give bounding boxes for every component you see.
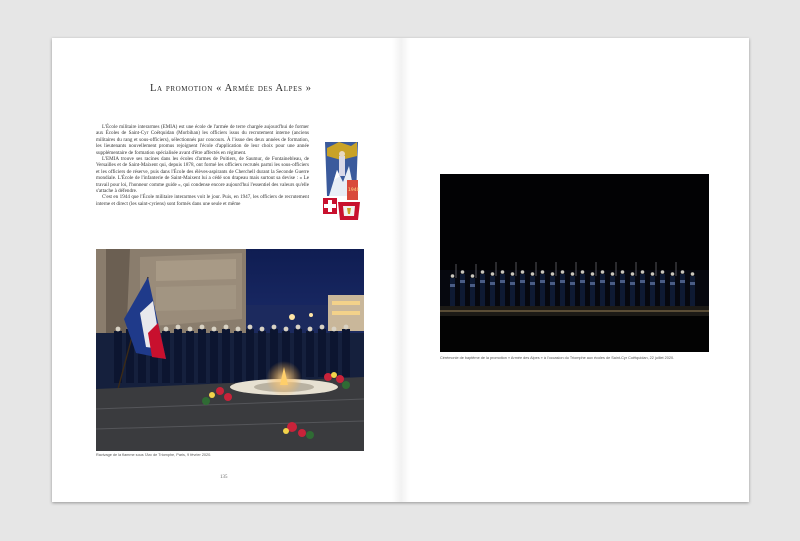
arc-de-triomphe-photo xyxy=(96,249,364,451)
caption-right: Cérémonie de baptême de la promotion « Armée des Alpes » à l'occasion du Triomphe aux écoles de Saint-Cyr Coëtquidan, 22 juillet 2020. xyxy=(440,356,675,360)
page-number: 135 xyxy=(220,475,228,480)
book-spread xyxy=(52,38,749,502)
emblem-year: 1940 xyxy=(348,188,360,193)
paragraph-2: L'EMIA trouve ses racines dans les écoles d'armes de Poitiers, de Saumur, de Fontainebleau, de Versailles et de Saint-Maixent qui, depuis 1878, ont formé les officiers recrutés parmi les sous-officiers et les officiers de réserve, puis dans l'École des élèves-aspirants de Cherchell durant la Seconde Guerre mondiale. L'École de l'infanterie de Saint-Maixent lui a cédé son drapeau mais surtout sa devise : « Le travail pour loi, l'honneur comme guide », qui condense encore aujourd'hui l'essentiel des valeurs qu'elle s'attache à défendre. xyxy=(96,156,309,195)
night-ceremony-photo xyxy=(440,174,709,352)
paragraph-1: L'École militaire interarmes (EMIA) est une école de l'armée de terre chargée aujourd'hui de former aux Écoles de Saint-Cyr Coëtquidan (Morbihan) les officiers issus du recrutement interne (anciens militaires du rang et sous-officiers), sélectionnés par concours. À l'issue des deux années de formation, les lieutenants nouvellement promus rejoignent l'école d'application de leur choix pour une année supplémentaire de formation spécialisée avant d'être affectés en régiment. xyxy=(96,124,309,156)
page-title: La promotion « Armée des Alpes » xyxy=(150,83,312,94)
caption-left: Ravivage de la flamme sous l'Arc de Triomphe, Paris, 9 février 2020. xyxy=(96,453,212,457)
paragraph-3: C'est en 1944 que l'École militaire interarmes voit le jour. Puis, en 1947, les officiers de recrutement interne et direct (les saint-cyriens) sont formés dans une seule et même xyxy=(96,194,309,207)
body-text xyxy=(96,124,309,207)
promotion-emblem xyxy=(321,136,362,224)
left-page xyxy=(52,38,400,502)
right-page xyxy=(401,38,749,502)
